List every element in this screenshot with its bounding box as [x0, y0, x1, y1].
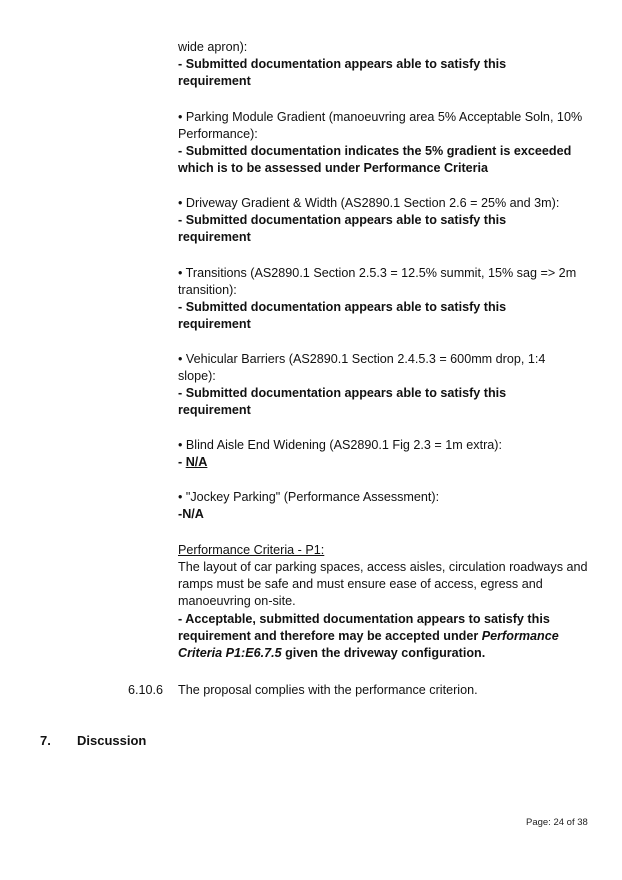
body-line: transition):: [178, 283, 237, 297]
assessment-line: requirement: [178, 74, 251, 88]
section-title: Discussion: [77, 733, 147, 748]
assessment-line: [178, 645, 485, 662]
assessment-line: - Submitted documentation appears able to satisfy this: [178, 57, 507, 71]
assessment-line: requirement: [178, 403, 251, 417]
clause-number: 6.10.6: [128, 683, 164, 697]
assessment-line: requirement: [178, 230, 251, 244]
assessment-line: which is to be assessed under Performance Criteria: [178, 161, 489, 175]
text-run-italic: Criteria P1:E6.7.5: [178, 646, 282, 660]
assessment-line: - Acceptable, submitted documentation appears to satisfy this: [178, 612, 550, 626]
result-value: N/A: [185, 455, 208, 469]
bullet-item-driveway-gradient: • Driveway Gradient & Width (AS2890.1 Section 2.6 = 25% and 3m):: [178, 196, 560, 210]
body-line: manoeuvring on-site.: [178, 594, 296, 608]
assessment-line: -N/A: [178, 507, 204, 521]
assessment-line: - Submitted documentation appears able to satisfy this: [178, 213, 507, 227]
assessment-line: - Submitted documentation indicates the 5% gradient is exceeded: [178, 144, 572, 158]
assessment-line: - Submitted documentation appears able to satisfy this: [178, 300, 507, 314]
clause-text: The proposal complies with the performance criterion.: [178, 683, 478, 697]
body-line: Performance):: [178, 127, 258, 141]
body-line: slope):: [178, 369, 216, 383]
bullet-item-parking-module-gradient: • Parking Module Gradient (manoeuvring area 5% Acceptable Soln, 10%: [178, 110, 583, 124]
body-line: ramps must be safe and must ensure ease of access, egress and: [178, 577, 543, 591]
body-line: The layout of car parking spaces, access aisles, circulation roadways and: [178, 560, 588, 574]
bullet-item-transitions: • Transitions (AS2890.1 Section 2.5.3 = 12.5% summit, 15% sag => 2m: [178, 266, 577, 280]
page-number: Page: 24 of 38: [526, 817, 588, 828]
bullet-item-vehicular-barriers: • Vehicular Barriers (AS2890.1 Section 2.4.5.3 = 600mm drop, 1:4: [178, 352, 546, 366]
assessment-line: - Submitted documentation appears able to satisfy this: [178, 386, 507, 400]
body-line: wide apron):: [178, 40, 248, 54]
bullet-item-jockey-parking: • "Jockey Parking" (Performance Assessment):: [178, 490, 440, 504]
subheading-performance-criteria: Performance Criteria - P1:: [178, 543, 325, 557]
text-run: requirement and therefore may be accepted under: [178, 629, 482, 643]
text-run-italic: Performance: [481, 629, 559, 643]
section-number: 7.: [40, 733, 51, 748]
bullet-item-blind-aisle: • Blind Aisle End Widening (AS2890.1 Fig 2.3 = 1m extra):: [178, 438, 502, 452]
assessment-line-blind-aisle: [178, 454, 207, 471]
assessment-line: [178, 628, 559, 645]
text-run: given the driveway configuration.: [281, 646, 486, 660]
result-prefix: -: [178, 455, 186, 469]
assessment-line: requirement: [178, 317, 251, 331]
